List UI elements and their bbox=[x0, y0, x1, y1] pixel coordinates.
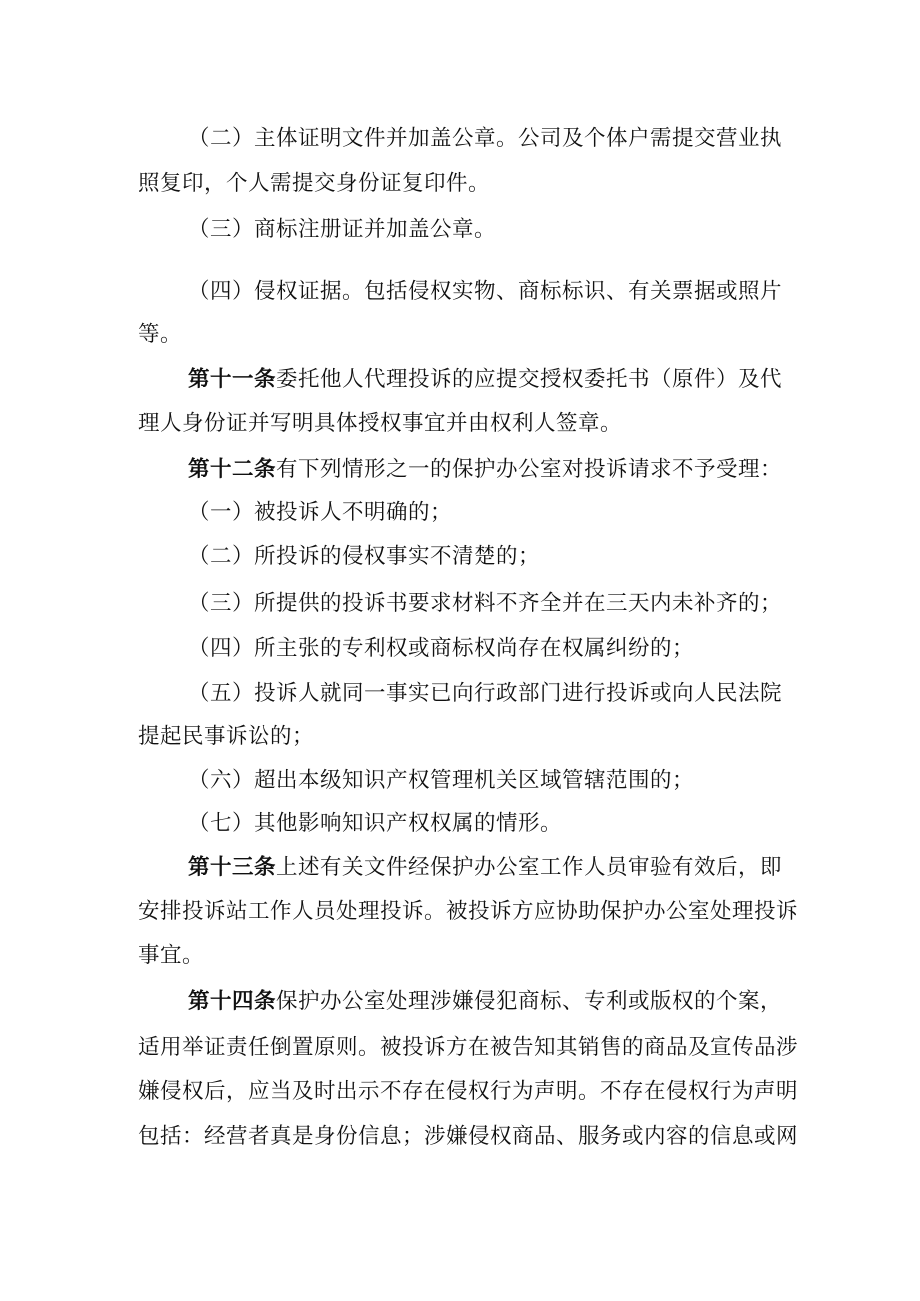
article-heading-line bbox=[188, 987, 888, 1017]
line-text: （二）主体证明文件并加盖公章。公司及个体户需提交营业执 bbox=[188, 126, 783, 151]
text-line bbox=[188, 634, 888, 664]
article-heading-line bbox=[188, 853, 888, 883]
line-text: （五）投诉人就同一事实已向行政部门进行投诉或向人民法院 bbox=[188, 681, 783, 706]
text-line bbox=[138, 722, 838, 752]
line-text: 理人身份证并写明具体授权事宜并由权利人签章。 bbox=[138, 411, 623, 436]
line-text: 有下列情形之一的保护办公室对投诉请求不予受理： bbox=[276, 457, 783, 482]
text-line bbox=[138, 1033, 838, 1063]
text-line bbox=[188, 542, 888, 572]
text-line bbox=[138, 1077, 838, 1107]
line-text: （四）侵权证据。包括侵权实物、商标标识、有关票据或照片 bbox=[188, 279, 783, 304]
text-line bbox=[138, 320, 838, 350]
line-text: 提起民事诉讼的； bbox=[138, 724, 315, 749]
text-line bbox=[188, 766, 888, 796]
line-text: （六）超出本级知识产权管理机关区域管辖范围的； bbox=[188, 768, 695, 793]
text-line bbox=[188, 679, 888, 709]
line-text: 保护办公室处理涉嫌侵犯商标、专利或版权的个案， bbox=[276, 989, 783, 1014]
line-text: 包括：经营者真是身份信息；涉嫌侵权商品、服务或内容的信息或网 bbox=[138, 1124, 799, 1149]
text-line bbox=[188, 589, 888, 619]
line-text: 事宜。 bbox=[138, 943, 205, 968]
text-line bbox=[138, 941, 838, 971]
article-number: 第十四条 bbox=[188, 989, 277, 1014]
line-text: 委托他人代理投诉的应提交授权委托书（原件）及代 bbox=[276, 367, 783, 392]
article-heading-line bbox=[188, 455, 888, 485]
text-line bbox=[138, 1122, 838, 1152]
text-line bbox=[138, 409, 838, 439]
line-text: （三）商标注册证并加盖公章。 bbox=[188, 217, 497, 242]
line-text: （四）所主张的专利权或商标权尚存在权属纠纷的； bbox=[188, 636, 695, 661]
line-text: （三）所提供的投诉书要求材料不齐全并在三天内未补齐的； bbox=[188, 591, 783, 616]
text-line bbox=[188, 277, 888, 307]
line-text: （一）被投诉人不明确的； bbox=[188, 500, 453, 525]
text-line bbox=[188, 498, 888, 528]
text-line bbox=[188, 124, 888, 154]
text-line bbox=[188, 215, 888, 245]
line-text: 等。 bbox=[138, 322, 183, 347]
text-line bbox=[138, 897, 838, 927]
article-number: 第十一条 bbox=[188, 367, 277, 392]
text-line bbox=[188, 809, 888, 839]
line-text: 上述有关文件经保护办公室工作人员审验有效后，即 bbox=[276, 855, 783, 880]
article-number: 第十三条 bbox=[188, 855, 277, 880]
line-text: 嫌侵权后，应当及时出示不存在侵权行为声明。不存在侵权行为声明 bbox=[138, 1079, 799, 1104]
line-text: 适用举证责任倒置原则。被投诉方在被告知其销售的商品及宣传品涉 bbox=[138, 1035, 799, 1060]
line-text: （二）所投诉的侵权事实不清楚的； bbox=[188, 544, 541, 569]
line-text: （七）其他影响知识产权权属的情形。 bbox=[188, 811, 563, 836]
article-number: 第十二条 bbox=[188, 457, 277, 482]
text-line bbox=[138, 169, 838, 199]
article-heading-line bbox=[188, 365, 888, 395]
line-text: 安排投诉站工作人员处理投诉。被投诉方应协助保护办公室处理投诉 bbox=[138, 899, 799, 924]
line-text: 照复印，个人需提交身份证复印件。 bbox=[138, 171, 491, 196]
